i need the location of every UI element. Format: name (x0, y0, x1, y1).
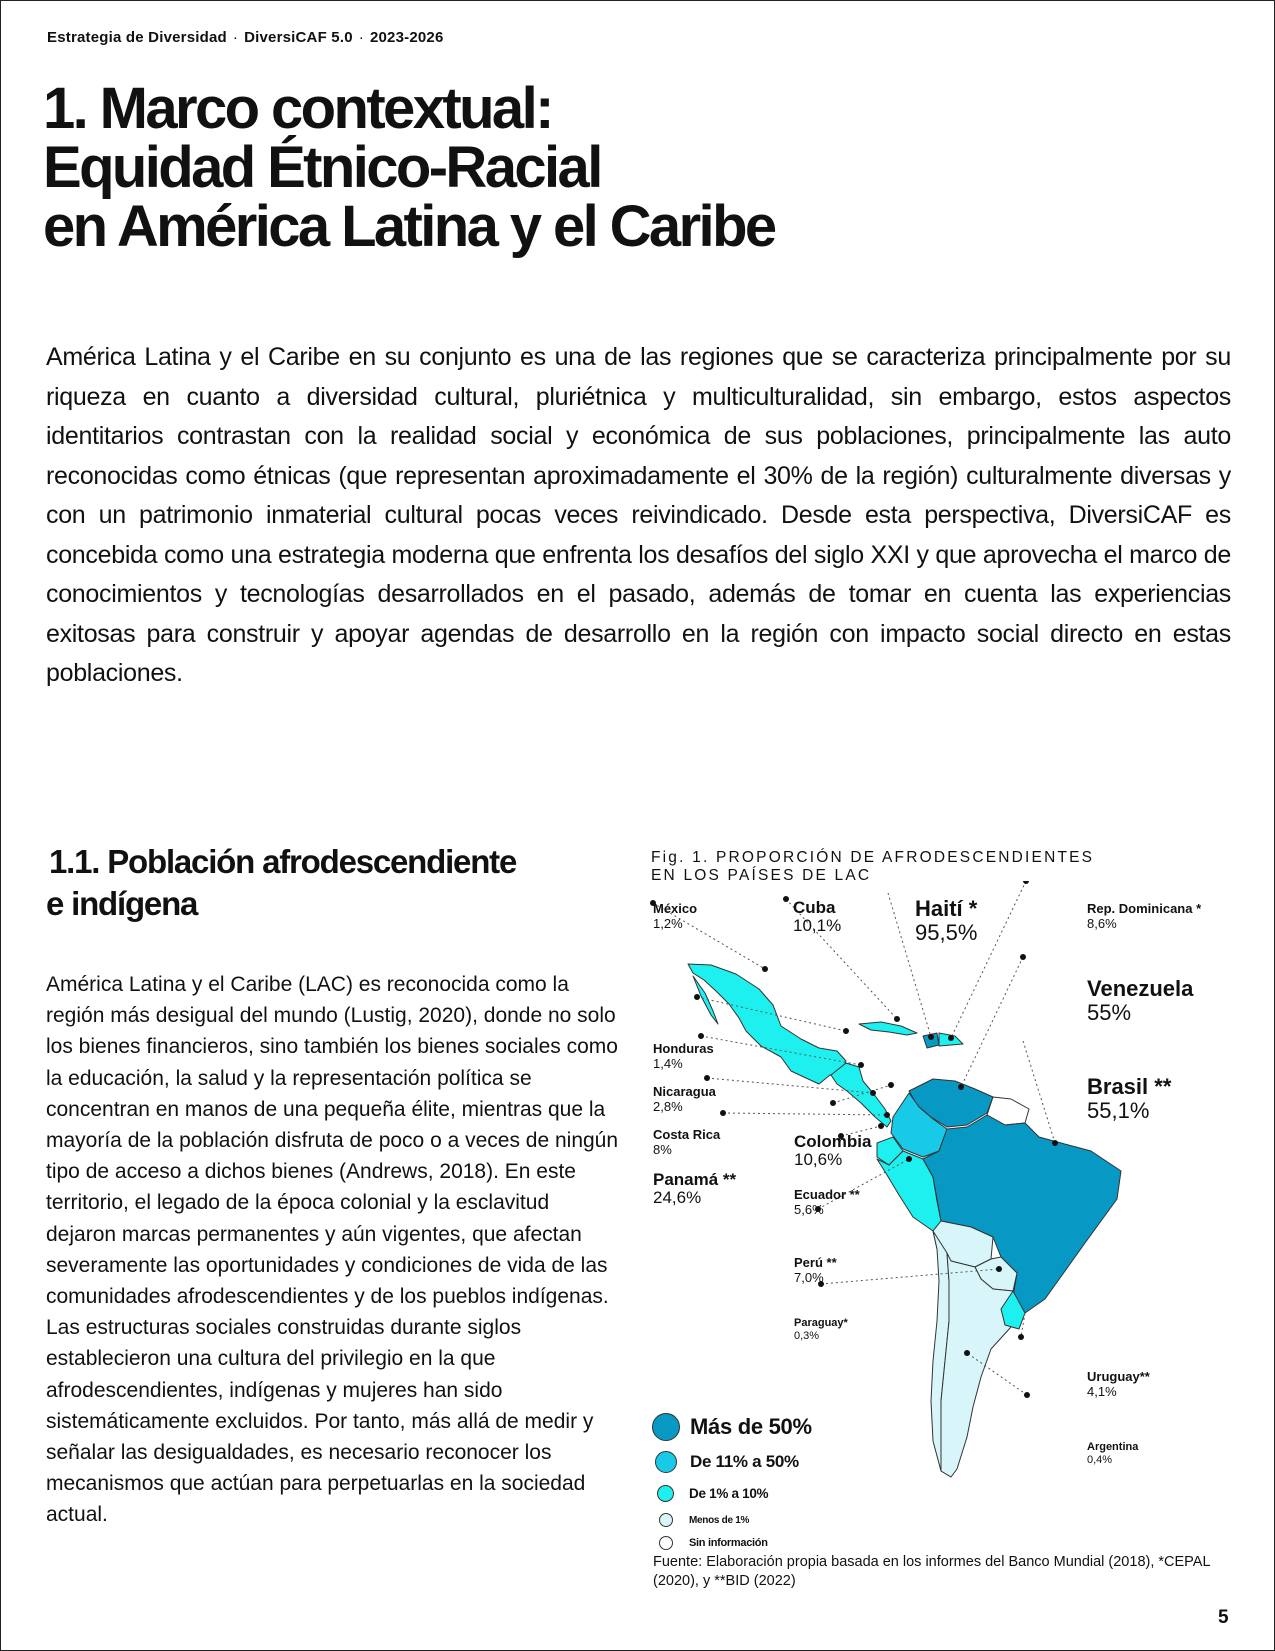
legend-swatch (659, 1536, 673, 1550)
map-label-paraguay (794, 1317, 848, 1343)
legend-swatch (655, 1451, 677, 1473)
country-value: 10,1% (793, 916, 842, 935)
country-name: Honduras (653, 1041, 714, 1056)
title-line: Equidad Étnico-Racial (43, 135, 601, 200)
legend-label: Menos de 1% (689, 1514, 750, 1526)
legend-label: Más de 50% (690, 1414, 812, 1439)
page-title (43, 76, 943, 259)
country-value: 24,6% (653, 1188, 702, 1207)
country-name: Argentina (1087, 1441, 1139, 1453)
country-name: México (653, 901, 698, 916)
country-value: 2,8% (653, 1099, 683, 1114)
country-name: Haití * (915, 896, 978, 921)
map-label-peru (794, 1255, 837, 1285)
country-value: 4,1% (1087, 1384, 1117, 1399)
country-name: Panamá ** (653, 1170, 737, 1189)
country-name: Perú ** (794, 1255, 837, 1270)
map-label-venezuela (1087, 977, 1193, 1025)
legend-swatch (652, 1413, 680, 1441)
section-heading (46, 841, 517, 925)
figure-title-line: EN LOS PAÍSES DE LAC (651, 867, 872, 884)
legend-swatch (657, 1485, 674, 1502)
map-label-honduras (653, 1041, 714, 1071)
country-value: 55% (1087, 1000, 1132, 1025)
page-number: 5 (1218, 1607, 1229, 1628)
map-label-panama (653, 1171, 736, 1207)
section-heading-line: 1.1. Población afrodescendiente (49, 843, 517, 880)
country-value: 5,6% (794, 1202, 824, 1217)
running-header (47, 29, 444, 46)
map-label-uruguay (1087, 1369, 1150, 1399)
header-program-name: DiversiCAF 5.0 (244, 29, 353, 46)
country-value: 1,2% (653, 916, 683, 931)
country-value: 8,6% (1087, 916, 1117, 931)
legend-swatch (659, 1513, 673, 1527)
country-value: 0,3% (794, 1330, 820, 1342)
map-region-central-america (831, 1063, 891, 1127)
map-label-ecuador (794, 1187, 860, 1217)
title-line: en América Latina y el Caribe (43, 194, 775, 259)
intro-paragraph: América Latina y el Caribe en su conjunto es una de las regiones que se caracteriza principalmente por su riqueza en cuanto a diversidad cultural, pluriétnica y multiculturalidad, sin embargo, estos aspectos identitarios contrastan con la realidad social y económica de sus poblaciones, principalmente las auto reconocidas como étnicas (que representan aproximadamente el 30% de la región) culturalmente diversas y con un patrimonio inmaterial cultural pocas veces reivindicado. Desde esta perspectiva, DiversiCAF es concebida como una estrategia moderna que enfrenta los desafíos del siglo XXI y que aprovecha el marco de conocimientos y tecnologías desarrollados en el pasado, además de tomar en cuenta las experiencias exitosas para construir y apoyar agendas de desarrollo en la región con impacto social directo en estas poblaciones. (46, 343, 1231, 687)
header-document-name: Estrategia de Diversidad (47, 29, 227, 46)
legend-item (652, 1451, 799, 1473)
country-value: 7,0% (794, 1270, 824, 1285)
country-value: 55,1% (1087, 1098, 1150, 1123)
figure-title-line: Fig. 1. PROPORCIÓN DE AFRODESCENDIENTES (651, 849, 1095, 866)
country-value: 95,5% (915, 920, 978, 945)
country-name: Paraguay* (794, 1317, 848, 1329)
header-period: 2023-2026 (369, 29, 444, 46)
country-name: Ecuador ** (794, 1187, 860, 1202)
map-region-cuba (859, 1022, 917, 1035)
map-label-dominican-republic (1087, 901, 1201, 931)
country-name: Brasil ** (1087, 1074, 1172, 1099)
country-name: Uruguay** (1087, 1369, 1150, 1384)
country-name: Rep. Dominicana * (1087, 901, 1202, 916)
country-value: 10,6% (794, 1150, 843, 1169)
country-value: 1,4% (653, 1056, 683, 1071)
header-separator: · (358, 29, 364, 46)
figure-caption-title (651, 849, 1094, 885)
legend-label: De 11% a 50% (690, 1452, 799, 1471)
legend-label: De 1% a 10% (689, 1486, 769, 1501)
country-name: Cuba (793, 898, 836, 917)
map-label-costa-rica (653, 1127, 720, 1157)
map-label-brasil (1087, 1075, 1171, 1123)
map-label-haiti (915, 897, 977, 945)
map-label-nicaragua (653, 1084, 716, 1114)
legend-item (652, 1536, 768, 1550)
section-heading-line: e indígena (46, 885, 198, 922)
country-value: 0,4% (1087, 1454, 1113, 1466)
header-separator: · (232, 29, 239, 46)
legend-item (652, 1413, 812, 1441)
country-name: Costa Rica (653, 1127, 721, 1142)
map-label-argentina (1087, 1441, 1138, 1467)
legend-item (652, 1513, 749, 1527)
figure-source-note: Fuente: Elaboración propia basada en los informes del Banco Mundial (2018), *CEPAL (2020), y **BID (2022) (653, 1554, 1210, 1589)
country-name: Colombia (794, 1132, 872, 1151)
map-label-cuba (793, 899, 841, 935)
map-label-mexico (653, 901, 697, 931)
country-name: Venezuela (1087, 976, 1194, 1001)
legend-label: Sin información (689, 1537, 768, 1549)
section-body-paragraph: América Latina y el Caribe (LAC) es reconocida como la región más desigual del mundo (Lustig, 2020), donde no solo los bienes financieros, sino también los bienes sociales como la educación, la salud y la representación política se concentran en manos de una pequeña élite, mientras que la mayoría de la población disfruta de poco o a veces de ningún tipo de acceso a dichos bienes (Andrews, 2018). En este territorio, el legado de la época colonial y la esclavitud dejaron marcas permanentes y aún vigentes, que afectan severamente las oportunidades y condiciones de vida de las comunidades afrodescendientes y de los pueblos indígenas. Las estructuras sociales construidas durante siglos establecieron una cultura del privilegio en la que afrodescendientes, indígenas y mujeres han sido sistemáticamente excluidos. Por tanto, más allá de medir y señalar las desigualdades, es necesario reconocer los mecanismos que actúan para perpetuarlas en la sociedad actual. (46, 973, 619, 1527)
map-label-colombia (794, 1133, 871, 1169)
legend-item (652, 1485, 768, 1502)
title-line: 1. Marco contextual: (43, 76, 552, 141)
country-value: 8% (653, 1142, 672, 1157)
country-name: Nicaragua (653, 1084, 716, 1099)
